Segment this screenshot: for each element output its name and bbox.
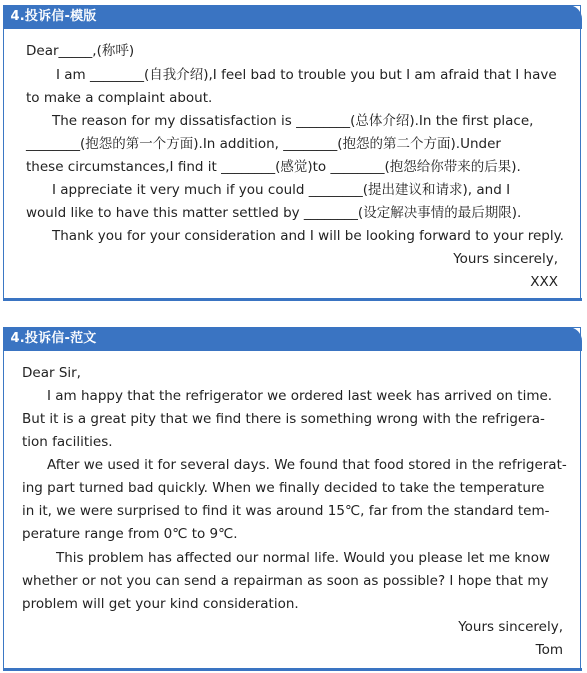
template-line: I appreciate it very much if you could ________(提出建议和请求), and I <box>52 182 511 198</box>
template-line: to make a complaint about. <box>26 90 213 106</box>
sample-line: whether or not you can send a repairman as soon as possible? I hope that my <box>22 573 549 589</box>
template-closing: Yours sincerely, <box>453 251 558 267</box>
template-card-bottom-border <box>3 298 582 301</box>
template-title: 4.投诉信-模版 <box>10 8 97 24</box>
template-line: The reason for my dissatisfaction is ________(总体介绍).In the first place, <box>52 113 534 129</box>
sample-line: I am happy that the refrigerator we ordered last week has arrived on time. <box>47 388 553 404</box>
sample-closing: Yours sincerely, <box>458 619 563 635</box>
template-line: Thank you for your consideration and I will be looking forward to your reply. <box>52 228 564 244</box>
template-line: I am ________(自我介绍),I feel bad to trouble you but I am afraid that I have <box>56 67 557 83</box>
template-signature: XXX <box>530 274 558 290</box>
template-line: these circumstances,I find it ________(感觉)to ________(抱怨给你带来的后果). <box>26 159 521 175</box>
sample-line: tion facilities. <box>22 434 113 450</box>
sample-line: After we used it for several days. We found that food stored in the refrigerat- <box>47 457 567 473</box>
template-card <box>3 5 581 300</box>
sample-line: But it is a great pity that we find there is something wrong with the refrigera- <box>22 411 545 427</box>
sample-title: 4.投诉信-范文 <box>10 330 97 346</box>
template-line: would like to have this matter settled by ________(设定解决事情的最后期限). <box>26 205 522 221</box>
sample-signature: Tom <box>535 642 563 658</box>
sample-card <box>3 327 581 670</box>
template-salutation: Dear_____,(称呼) <box>26 43 135 59</box>
sample-line: This problem has affected our normal life. Would you please let me know <box>56 550 551 566</box>
sample-header <box>3 327 582 351</box>
template-line: ________(抱怨的第一个方面).In addition, ________(抱怨的第二个方面).Under <box>26 136 501 152</box>
sample-line: in it, we were surprised to find it was around 15℃, far from the standard tem- <box>22 503 550 519</box>
sample-salutation: Dear Sir, <box>22 365 81 381</box>
sample-line: problem will get your kind consideration. <box>22 596 299 612</box>
template-header <box>3 5 582 29</box>
sample-line: ing part turned bad quickly. When we finally decided to take the temperature <box>22 480 545 496</box>
sample-card-bottom-border <box>3 668 582 671</box>
sample-line: perature range from 0℃ to 9℃. <box>22 526 238 542</box>
